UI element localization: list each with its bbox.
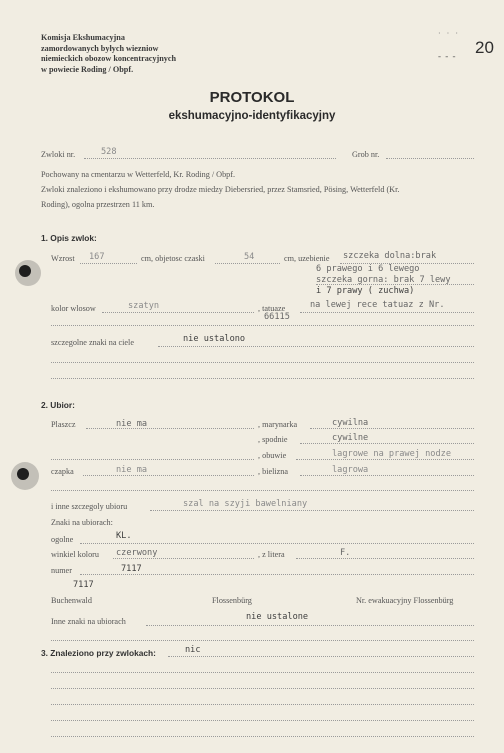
hair-line: [102, 312, 254, 313]
teeth-line-3: szczeka gorna: brak 7 lewy: [316, 275, 451, 285]
other-marks-line: [146, 625, 474, 626]
blank-line: [51, 490, 474, 491]
corner-dots: · · ·: [438, 29, 460, 38]
buchenwald-number: 7117: [73, 580, 94, 590]
teeth-line-4: i 7 prawy ( zuchwa): [316, 286, 415, 296]
remains-line: [84, 158, 336, 159]
trousers-label: , spodnie: [258, 435, 288, 444]
hair-value: szatyn: [128, 301, 160, 311]
tattoo-number: 66115: [264, 312, 290, 322]
wedge-value: czerwony: [116, 548, 158, 558]
underwear-value: lagrowa: [332, 465, 369, 475]
found-items-line: [168, 656, 474, 657]
jacket-line: [310, 428, 474, 429]
org-line: Komisja Ekshumacyjna: [41, 33, 125, 42]
shoes-line: [296, 459, 474, 460]
teeth-line-2: 6 prawego i 6 lewego: [316, 264, 420, 274]
coat-value: nie ma: [116, 419, 148, 429]
underwear-line: [300, 475, 474, 476]
letter-value: F.: [340, 548, 351, 558]
cap-line: [83, 475, 254, 476]
trousers-value: cywilne: [332, 433, 369, 443]
tattoo-value: na lewej rece tatuaz z Nr.: [310, 300, 445, 310]
cap-label: czapka: [51, 467, 74, 476]
tattoo-line-2: [51, 325, 474, 326]
punch-hole: [19, 265, 31, 277]
section-3-title: 3. Znaleziono przy zwlokach:: [41, 648, 156, 658]
letter-label: , z litera: [258, 550, 285, 559]
number-value: 7117: [121, 564, 142, 574]
letter-line: [296, 558, 474, 559]
clothing-marks-title: Znaki na ubiorach:: [51, 518, 113, 527]
tattoo-label: , tatuaze: [258, 304, 286, 313]
height-value: 167: [89, 252, 105, 262]
height-label: Wzrost: [51, 254, 75, 263]
punch-hole: [17, 468, 29, 480]
section-2-title: 2. Ubior:: [41, 400, 75, 410]
found-text-line2: Roding), ogolna przestrzen 11 km.: [41, 200, 155, 209]
clothing-details-value: szal na szyji bawelniany: [183, 499, 308, 509]
blank-line: [51, 736, 474, 737]
corner-dashes: - - -: [438, 51, 457, 61]
jacket-value: cywilna: [332, 418, 369, 428]
clothing-details-line: [150, 510, 474, 511]
trousers-line: [300, 443, 474, 444]
coat-label: Plaszcz: [51, 420, 76, 429]
section-1-title: 1. Opis zwlok:: [41, 233, 97, 243]
shoes-label: , obuwie: [258, 451, 287, 460]
remains-value: 528: [101, 147, 117, 157]
blank-line: [51, 362, 474, 363]
document-title: PROTOKOL: [209, 89, 295, 106]
body-marks-line: [158, 346, 474, 347]
underwear-label: , bielizna: [258, 467, 289, 476]
general-line: [80, 543, 474, 544]
coat-line: [86, 428, 254, 429]
evacuation-label: Nr. ewakuacyjny Flossenbürg: [356, 596, 454, 605]
skull-line: [215, 263, 280, 264]
blank-line: [51, 704, 474, 705]
blank-line: [51, 720, 474, 721]
cap-value: nie ma: [116, 465, 148, 475]
blank-line: [51, 688, 474, 689]
wedge-line: [113, 558, 254, 559]
hair-label: kolor wlosow: [51, 304, 96, 313]
jacket-label: , marynarka: [258, 420, 298, 429]
wedge-label: winkiel koloru: [51, 550, 99, 559]
grave-line: [386, 158, 474, 159]
document-subtitle: ekshumacyjno-identyfikacyjny: [168, 110, 336, 122]
teeth-line-1: szczeka dolna:brak: [343, 251, 437, 261]
flossenburg-label: Flossenbürg: [212, 596, 252, 605]
org-line: niemieckich obozow koncentracyjnych: [41, 54, 177, 63]
grave-label: Grob nr.: [352, 150, 380, 159]
other-marks-label: Inne znaki na ubiorach: [51, 617, 126, 626]
number-label: numer: [51, 566, 72, 575]
burial-text: Pochowany na cmentarzu w Wetterfeld, Kr. Roding / Obpf.: [41, 170, 236, 179]
body-marks-value: nie ustalono: [183, 334, 246, 344]
blank-line: [51, 640, 474, 641]
clothing-details-label: i inne szczegoly ubioru: [51, 502, 128, 511]
number-line: [80, 574, 474, 575]
page-number: 20: [475, 38, 494, 57]
remains-label: Zwloki nr.: [41, 150, 76, 159]
commission-header: [41, 33, 176, 75]
skull-value: 54: [244, 252, 255, 262]
general-label: ogolne: [51, 535, 74, 544]
buchenwald-label: Buchenwald: [51, 596, 92, 605]
blank-line: [51, 378, 474, 379]
found-items-value: nic: [185, 645, 201, 655]
other-marks-value: nie ustalone: [246, 612, 309, 622]
org-line: w powiecie Roding / Obpf.: [41, 64, 134, 74]
skull-unit: cm, uzebienie: [284, 254, 330, 263]
body-marks-label: szczegolne znaki na ciele: [51, 338, 134, 347]
height-unit: cm, objetosc czaski: [141, 254, 205, 263]
general-value: KL.: [116, 531, 132, 541]
blank-line: [51, 672, 474, 673]
tattoo-line: [300, 312, 474, 313]
found-text-line1: Zwloki znaleziono i ekshumowano przy drodze miedzy Diebersried, przez Stamsried, Pösing, Wetterfeld (Kr.: [41, 185, 400, 194]
org-line: zamordowanych byłych wiezniow: [41, 43, 159, 53]
height-line: [80, 263, 137, 264]
left-blank-line: [51, 459, 254, 460]
shoes-value: lagrowe na prawej nodze: [332, 449, 451, 459]
